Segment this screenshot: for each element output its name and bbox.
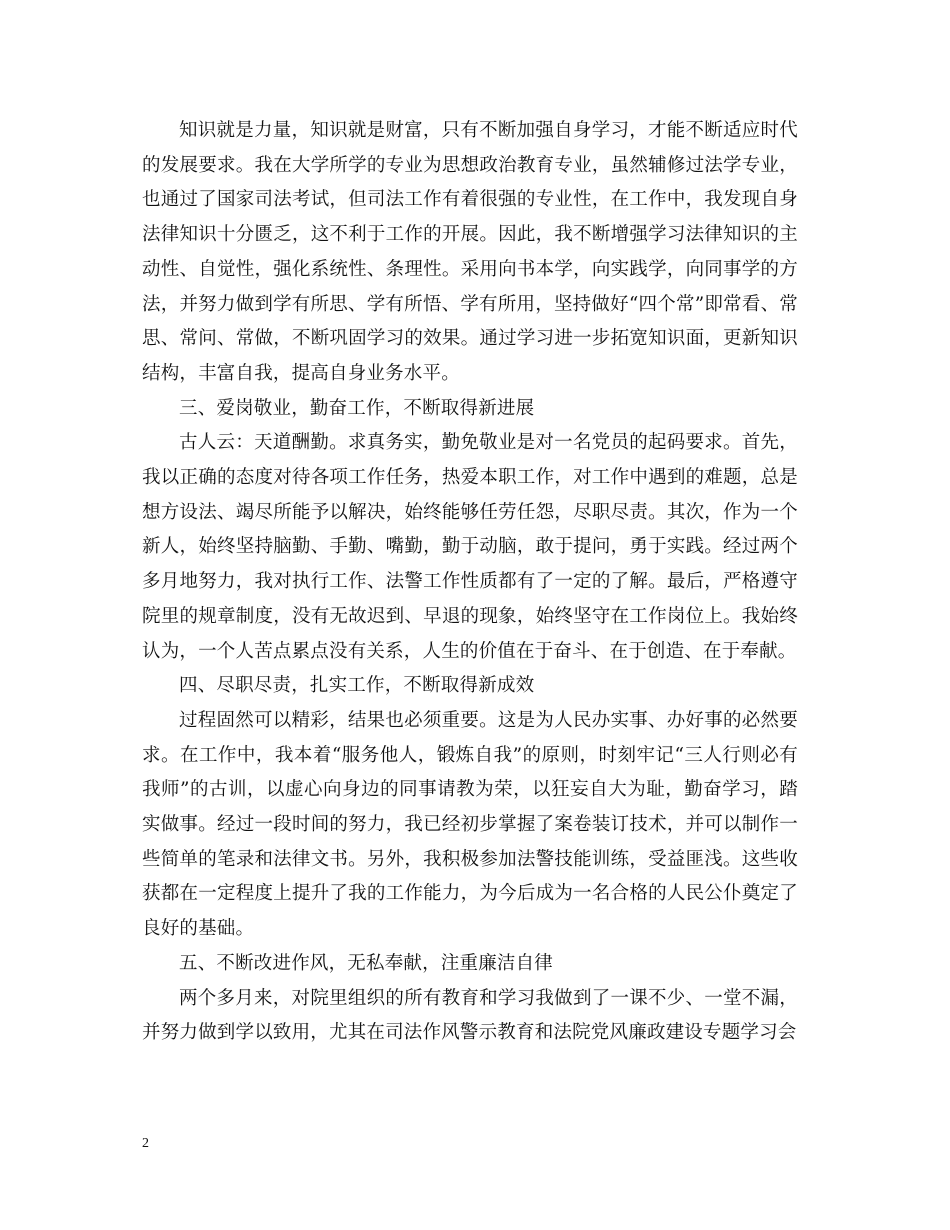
paragraph-diligence: 古人云：天道酬勤。求真务实，勤免敬业是对一名党员的起码要求。首先，我以正确的态度对待各项工作任务，热爱本职工作，对工作中遇到的难题，总是想方设法、竭尽所能予以解决，始终能够任劳任怨，尽职尽责。其次，作为一个新人，始终坚持脑勤、手勤、嘴勤，勤于动脑，敢于提问，勇于实践。经过两个多月地努力，我对执行工作、法警工作性质都有了一定的了解。最后，严格遵守院里的规章制度，没有无故迟到、早退的现象，始终坚守在工作岗位上。我始终认为，一个人苦点累点没有关系，人生的价值在于奋斗、在于创造、在于奉献。: [142, 432, 798, 662]
section-heading-4: 四、尽职尽责，扎实工作，不断取得新成效: [179, 675, 535, 697]
section-heading-3: 三、爱岗敬业，勤奋工作，不断取得新进展: [179, 397, 535, 419]
paragraph-education: 两个多月来，对院里组织的所有教育和学习我做到了一课不少、一堂不漏，并努力做到学以致用，尤其在司法作风警示教育和法院党风廉政建设专题学习会: [142, 987, 798, 1044]
paragraph-knowledge: 知识就是力量，知识就是财富，只有不断加强自身学习，才能不断适应时代的发展要求。我在大学所学的专业为思想政治教育专业，虽然辅修过法学专业，也通过了国家司法考试，但司法工作有着很强的专业性，在工作中，我发现自身法律知识十分匮乏，这不利于工作的开展。因此，我不断增强学习法律知识的主动性、自觉性，强化系统性、条理性。采用向书本学，向实践学，向同事学的方法，并努力做到学有所思、学有所悟、学有所用，坚持做好“四个常”即常看、常思、常问、常做，不断巩固学习的效果。通过学习进一步拓宽知识面，更新知识结构，丰富自我，提高自身业务水平。: [142, 120, 798, 384]
section-heading-5: 五、不断改进作风，无私奉献，注重廉洁自律: [179, 952, 554, 974]
document-body: [142, 114, 798, 1051]
paragraph-results: 过程固然可以精彩，结果也必须重要。这是为人民办实事、办好事的必然要求。在工作中，我本着“服务他人，锻炼自我”的原则，时刻牢记“三人行则必有我师”的古训，以虚心向身边的同事请教为荣，以狂妄自大为耻，勤奋学习，踏实做事。经过一段时间的努力，我已经初步掌握了案卷装订技术，并可以制作一些简单的笔录和法律文书。另外，我积极参加法警技能训练，受益匪浅。这些收获都在一定程度上提升了我的工作能力，为今后成为一名合格的人民公仆奠定了良好的基础。: [142, 709, 798, 940]
page-number: 2: [142, 1136, 149, 1151]
